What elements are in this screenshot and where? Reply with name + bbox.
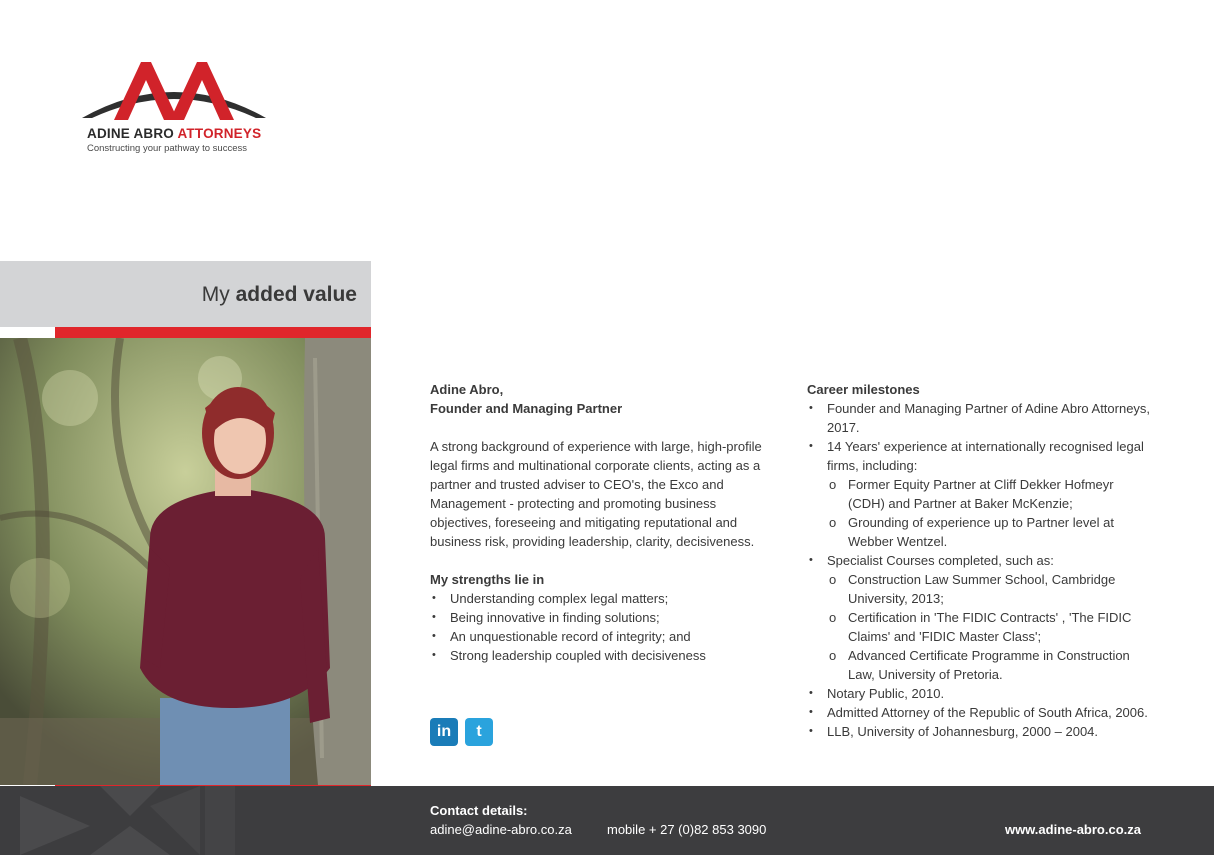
milestones-title: Career milestones <box>807 382 920 397</box>
logo-name: ADINE ABRO ATTORNEYS <box>87 126 262 141</box>
page-title-light: My <box>201 283 230 306</box>
contact-mobile: mobile + 27 (0)82 853 3090 <box>607 822 767 837</box>
strengths-title: My strengths lie in <box>430 572 545 587</box>
milestones-list <box>807 399 1152 741</box>
company-logo <box>78 58 278 168</box>
list-item: • Specialist Courses completed, such as: <box>807 551 1152 570</box>
accent-bar-top <box>55 327 371 338</box>
sub-list-item: o Certification in 'The FIDIC Contracts' , 'The FIDIC Claims' and 'FIDIC Master Class'; <box>807 608 1152 646</box>
sub-list-item: o Construction Law Summer School, Cambridge University, 2013; <box>807 570 1152 608</box>
website-link[interactable]: www.adine-abro.co.za <box>1004 822 1141 837</box>
portrait-photo <box>0 338 371 785</box>
profile-column <box>430 380 770 665</box>
contact-label: Contact details: <box>430 803 528 818</box>
section-heading-bar <box>0 261 371 327</box>
logo-mark-icon <box>78 58 278 124</box>
list-item: • Strong leadership coupled with decisiveness <box>430 646 770 665</box>
profile-role: Founder and Managing Partner <box>430 401 623 416</box>
profile-name: Adine Abro, <box>430 382 504 397</box>
sub-list-item: o Grounding of experience up to Partner level at Webber Wentzel. <box>807 513 1152 551</box>
list-item: • LLB, University of Johannesburg, 2000 – 2004. <box>807 722 1152 741</box>
footer <box>0 786 1214 855</box>
footer-pattern-icon <box>0 786 240 855</box>
profile-bio: A strong background of experience with large, high-profile legal firms and multinational corporate clients, acting as a partner and trusted adviser to CEO's, the Exco and Management - protecting and promoting business objectives, foreseeing and mitigating reputational and business risk, providing leadership, clarity, decisiveness. <box>430 439 762 549</box>
page-title-bold: added value <box>235 283 357 306</box>
twitter-icon[interactable]: t <box>465 718 493 746</box>
strengths-list <box>430 589 770 665</box>
logo-tagline: Constructing your pathway to success <box>87 143 247 154</box>
linkedin-icon[interactable]: in <box>430 718 458 746</box>
page-title <box>202 283 357 307</box>
sub-list-item: o Advanced Certificate Programme in Construction Law, University of Pretoria. <box>807 646 1152 684</box>
list-item: • Notary Public, 2010. <box>807 684 1152 703</box>
list-item: • Understanding complex legal matters; <box>430 589 770 608</box>
milestones-column <box>807 380 1152 741</box>
list-item: • Founder and Managing Partner of Adine Abro Attorneys, 2017. <box>807 399 1152 437</box>
logo-name-accent: ATTORNEYS <box>177 126 262 141</box>
sub-list-item: o Former Equity Partner at Cliff Dekker Hofmeyr (CDH) and Partner at Baker McKenzie; <box>807 475 1152 513</box>
list-item: • An unquestionable record of integrity; and <box>430 627 770 646</box>
list-item: • Being innovative in finding solutions; <box>430 608 770 627</box>
list-item: • Admitted Attorney of the Republic of South Africa, 2006. <box>807 703 1152 722</box>
list-item: • 14 Years' experience at internationally recognised legal firms, including: <box>807 437 1152 475</box>
contact-email-link[interactable]: adine@adine-abro.co.za <box>430 822 572 837</box>
